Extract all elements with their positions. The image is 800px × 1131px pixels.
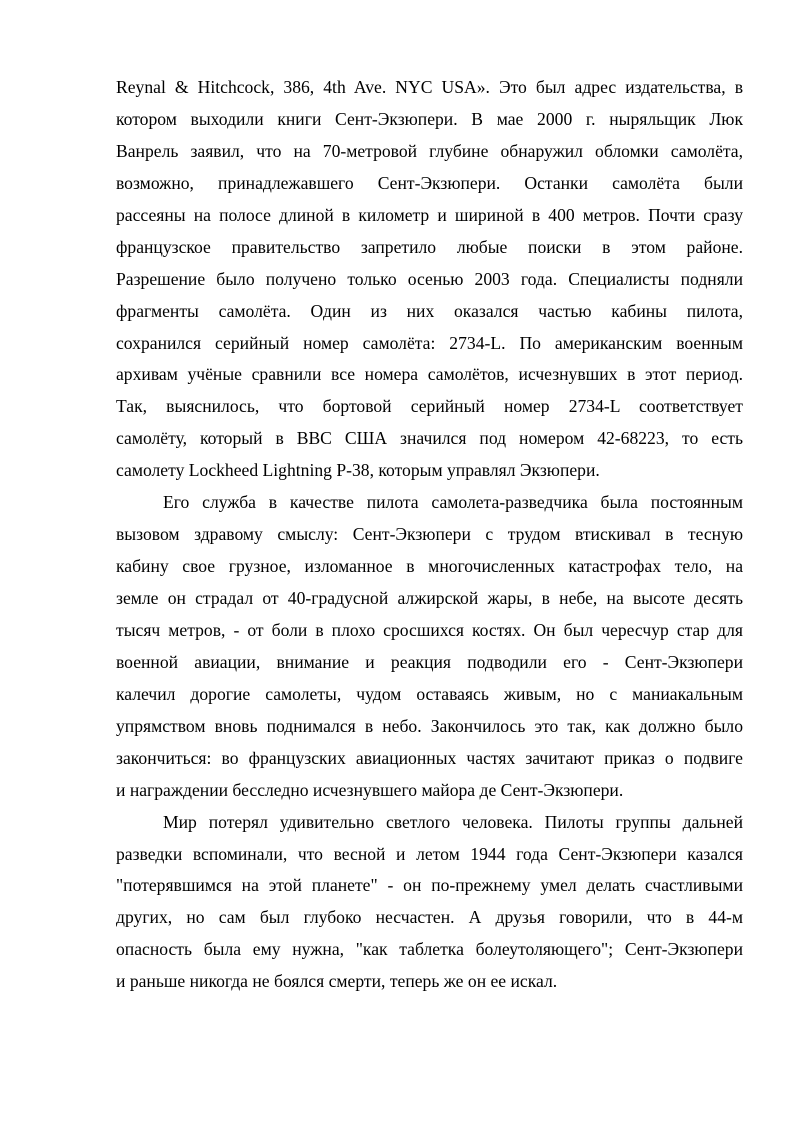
text-line: тысяч метров, - от боли в плохо сросшихся костях. Он был чересчур стар для <box>116 619 743 640</box>
text-line: "потерявшимся на этой планете" - он по-прежнему умел делать счастливыми <box>116 875 743 896</box>
text-line: калечил дорогие самолеты, чудом оставаясь живым, но с маниакальным <box>116 683 743 704</box>
paragraph-1 <box>116 72 743 487</box>
body-text <box>116 72 743 998</box>
paragraph-3 <box>116 807 743 999</box>
text-line: Его служба в качестве пилота самолета-разведчика была постоянным <box>163 492 743 513</box>
text-line: и раньше никогда не боялся смерти, теперь же он ее искал. <box>116 971 558 992</box>
text-line: кабину свое грузное, изломанное в многочисленных катастрофах тело, на <box>116 556 743 577</box>
text-line: Ванрель заявил, что на 70-метровой глубине обнаружил обломки самолёта, <box>116 140 743 161</box>
text-line: возможно, принадлежавшего Сент-Экзюпери. Останки самолёта были <box>116 172 743 193</box>
text-line: опасность была ему нужна, "как таблетка болеутоляющего"; Сент-Экзюпери <box>116 939 743 960</box>
text-line: упрямством вновь поднимался в небо. Закончилось это так, как должно было <box>116 715 743 736</box>
text-line: Так, выяснилось, что бортовой серийный номер 2734-L соответствует <box>116 396 743 417</box>
text-line: вызовом здравому смыслу: Сент-Экзюпери с трудом втискивал в тесную <box>116 524 743 545</box>
text-line: военной авиации, внимание и реакция подводили его - Сент-Экзюпери <box>116 651 743 672</box>
text-line: сохранился серийный номер самолёта: 2734-L. По американским военным <box>116 332 743 353</box>
text-line: рассеяны на полосе длиной в километр и шириной в 400 метров. Почти сразу <box>116 204 743 225</box>
text-line: Reynal & Hitchcock, 386, 4th Ave. NYC USA». Это был адрес издательства, в <box>116 77 743 97</box>
text-line: архивам учёные сравнили все номера самолётов, исчезнувших в этот период. <box>116 364 743 385</box>
text-line: Мир потерял удивительно светлого человека. Пилоты группы дальней <box>163 811 743 832</box>
text-line: самолету Lockheed Lightning P-38, которым управлял Экзюпери. <box>116 460 600 481</box>
text-line: разведки вспоминали, что весной и летом 1944 года Сент-Экзюпери казался <box>116 843 743 864</box>
paragraph-2 <box>116 487 743 806</box>
text-line: котором выходили книги Сент-Экзюпери. В мае 2000 г. ныряльщик Люк <box>116 108 743 129</box>
text-line: земле он страдал от 40-градусной алжирской жары, в небе, на высоте десять <box>116 588 743 608</box>
text-line: французское правительство запретило любые поиски в этом районе. <box>116 236 743 257</box>
text-line: самолёту, который в ВВС США значился под номером 42-68223, то есть <box>116 428 743 449</box>
text-line: Разрешение было получено только осенью 2003 года. Специалисты подняли <box>116 268 743 289</box>
text-line: закончиться: во французских авиационных частях зачитают приказ о подвиге <box>116 747 743 768</box>
text-line: и награждении бесследно исчезнувшего майора де Сент-Экзюпери. <box>116 779 624 800</box>
text-line: фрагменты самолёта. Один из них оказался частью кабины пилота, <box>116 300 743 321</box>
text-line: других, но сам был глубоко несчастен. А друзья говорили, что в 44-м <box>116 907 743 928</box>
